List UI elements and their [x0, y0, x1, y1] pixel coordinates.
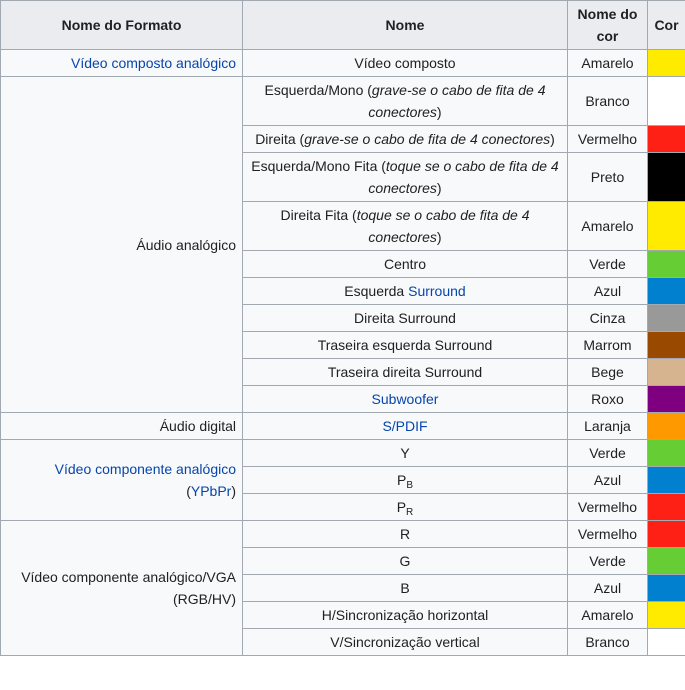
color-swatch — [648, 494, 685, 521]
color-name-cell: Azul — [568, 278, 648, 305]
name-cell: Traseira direita Surround — [243, 359, 568, 386]
format-cell: Vídeo componente analógico (YPbPr) — [1, 440, 243, 521]
component-video-link[interactable]: Vídeo componente analógico — [54, 461, 236, 477]
format-cell: Áudio analógico — [1, 77, 243, 413]
color-swatch — [648, 332, 685, 359]
color-name-cell: Laranja — [568, 413, 648, 440]
name-cell — [243, 413, 568, 440]
color-name-cell: Vermelho — [568, 521, 648, 548]
color-swatch — [648, 575, 685, 602]
name-cell: Esquerda Surround — [243, 278, 568, 305]
table-row — [1, 50, 685, 77]
name-cell: B — [243, 575, 568, 602]
color-name-cell: Marrom — [568, 332, 648, 359]
color-swatch — [648, 548, 685, 575]
color-swatch — [648, 126, 685, 153]
color-name-cell: Azul — [568, 467, 648, 494]
name-cell: Esquerda/Mono Fita (toque se o cabo de fita de 4 conectores) — [243, 153, 568, 202]
color-swatch — [648, 305, 685, 332]
surround-link[interactable]: Surround — [408, 283, 466, 299]
name-cell: Esquerda/Mono (grave-se o cabo de fita de 4 conectores) — [243, 77, 568, 126]
name-cell: V/Sincronização vertical — [243, 629, 568, 656]
color-swatch — [648, 77, 685, 126]
color-name-cell: Verde — [568, 251, 648, 278]
format-cell — [1, 50, 243, 77]
subwoofer-link[interactable]: Subwoofer — [371, 391, 439, 407]
color-name-cell: Verde — [568, 548, 648, 575]
header-color[interactable]: Cor — [648, 1, 685, 50]
color-name-cell: Amarelo — [568, 202, 648, 251]
name-cell: Y — [243, 440, 568, 467]
name-cell: Centro — [243, 251, 568, 278]
name-cell: Direita Surround — [243, 305, 568, 332]
table-row — [1, 413, 685, 440]
name-cell: $P_B$ — [243, 467, 568, 494]
color-name-cell: Preto — [568, 153, 648, 202]
name-cell: Traseira esquerda Surround — [243, 332, 568, 359]
color-name-cell: Branco — [568, 629, 648, 656]
table-row — [1, 77, 685, 126]
color-swatch — [648, 521, 685, 548]
format-cell: Vídeo componente analógico/VGA (RGB/HV) — [1, 521, 243, 656]
name-cell: Vídeo composto — [243, 50, 568, 77]
color-swatch — [648, 153, 685, 202]
color-swatch — [648, 202, 685, 251]
header-color-name[interactable]: Nome do cor — [568, 1, 648, 50]
ypbpr-link[interactable]: YPbPr — [190, 483, 232, 499]
name-cell — [243, 386, 568, 413]
color-swatch — [648, 359, 685, 386]
color-name-cell: Cinza — [568, 305, 648, 332]
color-name-cell: Amarelo — [568, 50, 648, 77]
color-swatch — [648, 50, 685, 77]
color-name-cell: Roxo — [568, 386, 648, 413]
color-name-cell: Verde — [568, 440, 648, 467]
format-link[interactable]: Vídeo composto analógico — [71, 55, 236, 71]
table-row — [1, 440, 685, 467]
name-cell: $P_R$ — [243, 494, 568, 521]
table-row — [1, 521, 685, 548]
color-swatch — [648, 251, 685, 278]
color-name-cell: Vermelho — [568, 494, 648, 521]
header-format[interactable]: Nome do Formato — [1, 1, 243, 50]
color-name-cell: Amarelo — [568, 602, 648, 629]
header-row — [1, 1, 685, 50]
color-swatch — [648, 602, 685, 629]
name-cell: H/Sincronização horizontal — [243, 602, 568, 629]
name-cell: G — [243, 548, 568, 575]
spdif-link[interactable]: S/PDIF — [382, 418, 428, 434]
color-swatch — [648, 386, 685, 413]
color-swatch — [648, 440, 685, 467]
name-cell: Direita Fita (toque se o cabo de fita de 4 conectores) — [243, 202, 568, 251]
color-swatch — [648, 467, 685, 494]
name-cell: R — [243, 521, 568, 548]
color-name-cell: Azul — [568, 575, 648, 602]
color-swatch — [648, 278, 685, 305]
color-name-cell: Bege — [568, 359, 648, 386]
name-cell: Direita (grave-se o cabo de fita de 4 conectores) — [243, 126, 568, 153]
color-name-cell: Branco — [568, 77, 648, 126]
color-swatch — [648, 629, 685, 656]
color-swatch — [648, 413, 685, 440]
header-name[interactable]: Nome — [243, 1, 568, 50]
format-cell: Áudio digital — [1, 413, 243, 440]
color-name-cell: Vermelho — [568, 126, 648, 153]
